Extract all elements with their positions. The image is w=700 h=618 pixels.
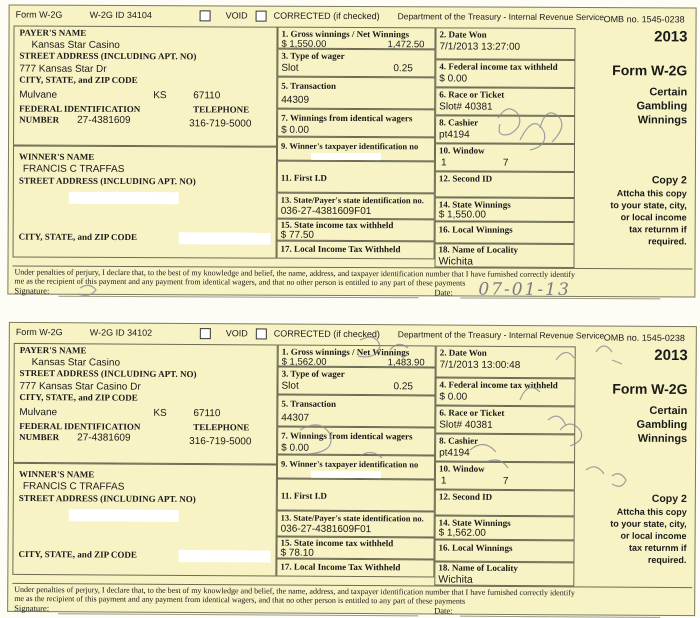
state-winnings: $ 1,550.00 xyxy=(438,209,487,221)
wager-amount: 0.25 xyxy=(393,63,413,75)
wager-type: Slot xyxy=(281,62,299,74)
void-checkbox[interactable] xyxy=(200,10,211,21)
box-15-label: 15. State income tax withheld xyxy=(280,219,394,231)
box-18-label: 18. Name of Locality xyxy=(438,562,518,574)
payer-street-label: STREET ADDRESS (INCLUDING APT. NO) xyxy=(19,50,197,62)
date-label: Date: xyxy=(434,605,453,616)
redacted-tin xyxy=(311,471,381,478)
copy-text-5: required. xyxy=(648,236,687,247)
phone: 316-719-5000 xyxy=(189,436,252,448)
window-number: 1 xyxy=(440,475,447,487)
box-1-label: 1. Gross winnings / Net Winnings xyxy=(281,346,410,358)
date-label: Date: xyxy=(434,287,453,298)
corrected-label: CORRECTED (if checked) xyxy=(273,10,380,22)
copy-text-2: to your state, city, xyxy=(610,518,687,530)
handwritten-date: 07-01-13 xyxy=(478,279,571,300)
window-number-2: 7 xyxy=(502,157,509,169)
box-3-label: 3. Type of wager xyxy=(281,368,345,379)
box-7-label: 7. Winnings from identical wagers xyxy=(281,430,413,442)
wager-type: Slot xyxy=(281,380,299,392)
redacted-address xyxy=(69,509,179,522)
state-winnings: $ 1,562.00 xyxy=(438,527,486,539)
winner-street-label: STREET ADDRESS (INCLUDING APT. NO) xyxy=(18,175,196,187)
perjury-statement-1: Under penalties of perjury, I declare that, to the best of my knowledge and belief, the name, address, and taxpayer identification number that I have furnished correctly identify xyxy=(14,267,576,279)
copy-text-3: or local income xyxy=(620,212,687,223)
box-8-label: 8. Cashier xyxy=(439,117,479,128)
omb-number: OMB no. 1545-0238 xyxy=(603,14,685,25)
dept-label: Department of the Treasury - Internal Revenue Service xyxy=(397,11,605,23)
payer-name-label: PAYER'S NAME xyxy=(19,27,87,38)
winner-city-label: CITY, STATE, and ZIP CODE xyxy=(18,548,137,560)
payer-city: Mulvane xyxy=(19,406,58,419)
form-id: W-2G ID 34102 xyxy=(89,327,153,338)
box-10-label: 10. Window xyxy=(438,463,485,474)
box-5-label: 5. Transaction xyxy=(281,398,337,409)
date-won: 7/1/2013 13:27:00 xyxy=(439,41,521,53)
subtitle-winnings: Winnings xyxy=(637,432,688,446)
void-label: VOID xyxy=(225,328,248,339)
window-number: 1 xyxy=(440,157,447,169)
identical-wagers: $ 0.00 xyxy=(281,442,309,454)
tax-year: 2013 xyxy=(654,346,688,365)
payer-name: Kansas Star Casino xyxy=(31,39,120,51)
payer-state: KS xyxy=(153,407,167,419)
box-18-label: 18. Name of Locality xyxy=(438,244,519,255)
payer-street: 777 Kansas Star Dr xyxy=(19,63,107,75)
wager-amount: 0.25 xyxy=(393,381,414,393)
winner-name-label: WINNER'S NAME xyxy=(18,468,95,480)
copy-text-2: to your state, city, xyxy=(610,200,687,211)
fed-id-label-2: NUMBER xyxy=(19,114,60,125)
fed-id-label: FEDERAL IDENTIFICATION xyxy=(19,420,141,432)
payer-street: 777 Kansas Star Casino Dr xyxy=(19,380,141,393)
fed-id: 27-4381609 xyxy=(77,114,131,127)
gross-winnings: $ 1,550.00 xyxy=(281,38,327,50)
box-16-label: 16. Local Winnings xyxy=(438,542,513,553)
box-7-label: 7. Winnings from identical wagers xyxy=(281,112,413,124)
fed-tax-withheld: $ 0.00 xyxy=(439,391,468,403)
payer-name-label: PAYER'S NAME xyxy=(19,344,87,356)
copy-text-4: tax returnm if xyxy=(628,542,687,554)
cashier: pt4194 xyxy=(439,447,470,459)
winner-name: FRANCIS C TRAFFAS xyxy=(22,480,125,493)
box-11-label: 11. First I.D xyxy=(280,490,327,501)
box-12-label: 12. Second ID xyxy=(438,173,493,184)
void-checkbox[interactable] xyxy=(200,328,211,339)
perjury-statement-2: me as the recipient of this payment and any payment from identical wagers, and that no other person is entitled to any part of these payments xyxy=(14,276,466,288)
signature-label: Signature: xyxy=(14,285,50,296)
payer-city: Mulvane xyxy=(19,89,58,101)
box-14-label: 14. State Winnings xyxy=(438,199,511,210)
subtitle-gambling: Gambling xyxy=(636,100,688,113)
copy-label: Copy 2 xyxy=(651,492,687,506)
race-ticket: Slot# 40381 xyxy=(439,419,493,431)
form-title: Form W-2G xyxy=(612,380,688,398)
copy-text-4: tax returnm if xyxy=(629,224,687,235)
redacted-tin xyxy=(311,153,381,160)
box-3-label: 3. Type of wager xyxy=(281,50,345,61)
copy-text-1: Attcha this copy xyxy=(616,188,687,199)
box-2-label: 2. Date Won xyxy=(439,29,487,40)
gross-winnings: $ 1,562.00 xyxy=(281,356,327,368)
payer-city-label: CITY, STATE, and ZIP CODE xyxy=(19,391,138,403)
phone: 316-719-5000 xyxy=(189,118,252,130)
box-9-label: 9. Winner's taxpayer identification no xyxy=(281,458,419,470)
fed-id-label: FEDERAL IDENTIFICATION xyxy=(19,103,141,115)
corrected-checkbox[interactable] xyxy=(256,11,267,22)
cashier: pt4194 xyxy=(439,129,470,141)
fed-id: 27-4381609 xyxy=(77,432,131,444)
redacted-city xyxy=(178,550,270,563)
winner-city-label: CITY, STATE, and ZIP CODE xyxy=(18,231,138,243)
perjury-statement-2: me as the recipient of this payment and any payment from identical wagers, and that no other person is entitled to any part of these payments xyxy=(14,593,466,606)
payer-zip: 67110 xyxy=(193,408,221,420)
box-1-label: 1. Gross winnings / Net Winnings xyxy=(281,28,410,40)
state-tax: $ 77.50 xyxy=(280,229,315,241)
subtitle-winnings: Winnings xyxy=(637,114,688,127)
corrected-label: CORRECTED (if checked) xyxy=(273,328,380,340)
tax-year: 2013 xyxy=(654,28,688,46)
transaction: 44307 xyxy=(281,412,310,424)
state-id: 036-27-4381609F01 xyxy=(280,205,372,218)
subtitle-certain: Certain xyxy=(649,404,688,418)
box-8-label: 8. Cashier xyxy=(439,435,479,446)
box-6-label: 6. Race or Ticket xyxy=(439,407,505,418)
w2g-form-2 xyxy=(7,322,697,616)
box-12-label: 12. Second ID xyxy=(438,491,493,502)
state-id: 036-27-4381609F01 xyxy=(280,523,372,536)
box-14-label: 14. State Winnings xyxy=(438,517,511,528)
box-5-label: 5. Transaction xyxy=(281,80,336,91)
perjury-statement-1: Under penalties of perjury, I declare that, to the best of my knowledge and belief, the name, address, and taxpayer identification number that I have furnished correctly identify xyxy=(14,584,575,598)
locality: Wichita xyxy=(438,255,473,268)
corrected-checkbox[interactable] xyxy=(256,328,267,339)
payer-zip: 67110 xyxy=(193,90,221,102)
phone-label: TELEPHONE xyxy=(193,422,250,433)
payer-state: KS xyxy=(153,90,167,102)
form-label: Form W-2G xyxy=(15,9,63,20)
box-13-label: 13. State/Payer's state identification no. xyxy=(280,512,424,524)
box-4-label: 4. Federal income tax withheld xyxy=(439,379,558,391)
dept-label: Department of the Treasury - Internal Revenue Service xyxy=(397,329,605,341)
box-13-label: 13. State/Payer's state identification no. xyxy=(280,194,424,206)
signature-label: Signature: xyxy=(14,602,50,614)
state-tax: $ 78.10 xyxy=(280,547,314,559)
box-6-label: 6. Race or Ticket xyxy=(439,89,505,100)
subtitle-certain: Certain xyxy=(649,86,688,99)
copy-text-5: required. xyxy=(647,554,687,566)
omb-number: OMB no. 1545-0238 xyxy=(603,332,685,344)
box-17-label: 17. Local Income Tax Withheld xyxy=(280,243,401,255)
subtitle-gambling: Gambling xyxy=(636,418,688,432)
fed-id-label-2: NUMBER xyxy=(19,431,60,443)
net-winnings: 1,483.90 xyxy=(387,357,425,369)
void-label: VOID xyxy=(225,10,248,21)
payer-street-label: STREET ADDRESS (INCLUDING APT. NO) xyxy=(19,367,197,380)
identical-wagers: $ 0.00 xyxy=(281,124,309,136)
form-label: Form W-2G xyxy=(15,326,63,338)
copy-label: Copy 2 xyxy=(651,174,687,187)
box-10-label: 10. Window xyxy=(438,145,485,156)
date-won: 7/1/2013 13:00:48 xyxy=(439,359,521,372)
box-4-label: 4. Federal income tax withheld xyxy=(439,61,558,72)
phone-label: TELEPHONE xyxy=(193,104,250,115)
box-16-label: 16. Local Winnings xyxy=(438,224,513,235)
box-9-label: 9. Winner's taxpayer identification no xyxy=(281,140,419,152)
copy-text-1: Attcha this copy xyxy=(616,506,687,518)
transaction: 44309 xyxy=(281,94,310,106)
payer-name: Kansas Star Casino xyxy=(31,357,121,369)
redacted-city xyxy=(179,232,271,244)
payer-city-label: CITY, STATE, and ZIP CODE xyxy=(19,74,138,86)
box-17-label: 17. Local Income Tax Withheld xyxy=(280,561,401,573)
winner-name-label: WINNER'S NAME xyxy=(18,151,95,162)
box-11-label: 11. First I.D xyxy=(280,172,327,183)
winner-name: FRANCIS C TRAFFAS xyxy=(22,163,125,176)
race-ticket: Slot# 40381 xyxy=(439,101,493,113)
fed-tax-withheld: $ 0.00 xyxy=(439,73,468,85)
window-number-2: 7 xyxy=(502,475,509,487)
locality: Wichita xyxy=(438,573,473,586)
form-id: W-2G ID 34104 xyxy=(89,9,152,21)
redacted-address xyxy=(69,192,179,204)
winner-street-label: STREET ADDRESS (INCLUDING APT. NO) xyxy=(18,492,196,505)
copy-text-3: or local income xyxy=(620,530,687,542)
form-title: Form W-2G xyxy=(612,62,688,79)
net-winnings: 1,472.50 xyxy=(387,39,425,51)
box-15-label: 15. State income tax withheld xyxy=(280,537,394,549)
w2g-form-1 xyxy=(7,5,696,298)
signature-line[interactable] xyxy=(58,296,418,299)
box-2-label: 2. Date Won xyxy=(439,347,487,358)
